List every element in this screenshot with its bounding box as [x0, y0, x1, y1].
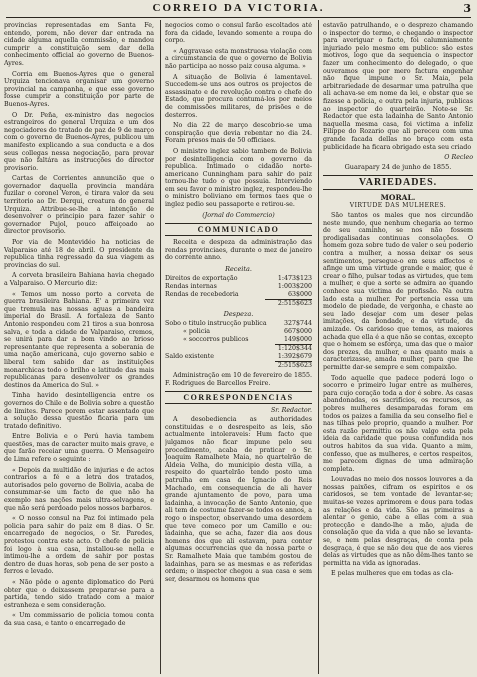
paragraph: No dia 22 de março descobrio-se uma conspiração que devia rebentar no dia 24. Foram presos mais de 50 officiaes. [165, 122, 312, 145]
paragraph: Receita e despeza da administração das rendas provinciaes, durante o mez de janeiro do corrente anno. [165, 239, 312, 262]
paragraph: Administração em 10 de fevereiro de 1855. F. Rodrigues de Barcellos Freire. [165, 372, 312, 387]
table-row: « soccorros publicos 149$000 [183, 336, 312, 344]
column-middle [165, 22, 312, 672]
paragraph: « Temos um nosso porto a corveta de guerra brasileira Bahiana. E' a primeira vez que tremula nas nossas aguas a bandeira imperial do Brasil. A fortaleza de Santo Antonio respondeu com 21 tiros a sua bonrosa salva, e toda a cidade de Valparaiso, cremos, se unirá para dar a bom vindo ao brioso representante que representa a soberania de uma nação americana, cujo governo sabio e liberal tem sabido dar as instituições monarchicas todo o brilho e latitude das mais republicanas para desenvolver os grandes destinos da America do Sul. » [4, 290, 154, 389]
total-row: 2:515$623 [165, 300, 312, 309]
paragraph: negocios como o consul farão escoltados até fora da cidade, levando somente a roupa do corpo. [165, 22, 312, 45]
article-subtitle: VIRTUDE DAS MULHERES. [349, 202, 447, 210]
table-row: Rendas de recebedoria 63$000 [165, 291, 312, 299]
paragraph: São tantos os males que nos circundão neste mundo, que nenhum chegaria ao termo de seu caminho, se nos não fossem prodigalisadas continuas consolações. O homem goza sobre tudo de valer o seu poderio contra a mulher, a nossa deixar os seus sentimentos, persegue-o em seus affectos e afinge um uma virtude grande e maior, que é crear o filho, pulsar todas as virtudes, que tem a mulher, e que a sorte se admira ao quando conhece sua victima de profissão. Na outra lado esta a mulher. Por pertencia essa um modelo de piedade, de vergonha, e chaste ao seu lado desejar com um deser pelas imitações, da bondade, e da virtude, da amizade. Os caridoso que temos, as maiores achada que ella é a que não se contas, excepto que o homem se esforça, uma das que o maior dos prezes, da mulher, e nas quanto mais a caracterizasse, amada mulher, para que lhe permitte dar-se sempre e sem compaixão. [323, 212, 473, 371]
paragraph: A desobediencia as authoridades constituidas e o desrespeito as leis, são actualmente intoleraveis: Hum facto que julgamos não ficar impune pelo seu procedimento, acaba de praticar o Sr. Joaquim Ramalhete Maia, no quartelrão de Aldeia Velha, do municipio desta villa, a respeito do quartelrão tendo posto uma patrulha em casa de Ignacio do Reis Machado, em consequencia de ali haver grande ajuntamento de povo, para uma ladainha, a invocação de Santo Antonio, que ali tem de costume fazer-se todos os annos, a rogo o inspector, observando uma desordem que teve comeco por um Camillo e ou: ladainha, que se acha, fazer dia aos dous homens dos que ali estavam, para conter algumas occurrencias que da nossa parte o Sr. Ramalhete Maia que também gostou de ladainhas, para se as mesmas e as referidas ordem; o inspector chegou a sua casa e sem ser, desarmou os homens que [165, 416, 312, 583]
table-row: Direitos de exportação 1:473$123 [165, 275, 312, 283]
column-left [4, 22, 154, 672]
receita-table [165, 275, 312, 308]
header-rule [6, 17, 471, 18]
signature: O Recleo [444, 154, 473, 162]
source-credit: (Jornal do Commercio) [202, 211, 275, 219]
table-row: « policia 667$000 [183, 328, 312, 336]
paragraph: O ministro inglez sabio tambem de Bolivia por desintelligencia com o governo da republica. Intimado o cidadão norte-americano Cunningham para sahir do paiz tornou-lhe tudo o que possuia. Interviendo em seu favor o ministro inglez, respondeu-lhe o ministro boliviano em termos taes que o inglez pedio seu passaporte e retirou-se. [165, 147, 312, 209]
paragraph: estavão patrulhando, e o desprezo chamando o inspector do termo, e chegando o inspector para averiguar o facto, foi calumniamente injuriado pelo mesmo em publico: são estes motivos, logo que da sequencia o inspector fazer um conhecimento do delegado, o que ouveramos que por mero factura engenhar não fique impune o Sr. Maia, pela arbitrariedade de desarmar uma patrulha que ali achava-se em nome da lei, e obstar que se fizesse a policia, e outra pela injuria, publicas ao inspector do quarteirão. Note-se Sr. Redactor que esta ladainha de Santo Antonio naquella mesma casa, foi victima a infeliz Filippe do Rozario que ali pereceu com uma grande facada dellas no braço com esta publicidade ha ficara obrigado esta seu criado [323, 22, 473, 151]
paragraph: Entre Bolivia e o Perú havia tambem questões, mas de caracter muito mais grave, e que farão receiar uma guerra. O Mensageiro de Lima refere o seguinte : [4, 433, 154, 464]
section-heading-correspondencias: CORRESPONDENCIAS [165, 391, 312, 404]
page-number: 3 [463, 2, 471, 15]
total-row: 2:515$623 [165, 362, 312, 371]
masthead [0, 2, 477, 16]
despeza-table [165, 320, 312, 370]
newspaper-title: CORREIO DA VICTORIA. [152, 2, 325, 14]
paragraph: E pelas mulheres que em todas as cla- [331, 570, 454, 578]
table-row: Saldo existente 1:392$679 [165, 353, 312, 361]
paragraph: Cartas de Corrientes annuncião que o governador daquella provincia mandára fuzilar o coronel Veron, e tirara valor da seu territorio ao Dr. Derqui, creatura do general Urquiza. Attribue-se-lhe a intenção de desenvolver o principio para fazer sahir o governador Pujol, pouco affeiçoado ao director provisorio. [4, 175, 154, 236]
paragraph: Todo aquelle que padece poderá logo o socorro e primeiro lugar entre as mulheres, para cujo coração toda a dor é sobre. As casas abandonadas, os sacrifícios, os recursos, as pobres mulheres desamparadas foram em todos os paizes a familia da seu conselho fiel e nas tilhas pelo proprio, quando a mulher. Por esta razão permittiu os não valgo esta pela ideia da caridade que pousa confundida nos outros habitos da sua vida. Quanto a mim, confesso, que as mulheres, e certos respeitos, me parecem dignas de uma admiração completa. [323, 374, 473, 473]
salutation: Sr. Redactor. [270, 407, 312, 415]
paragraph: Tinha havido desintelligencia entre os governos do Chile e de Bolivia sobre a questão de limites. Parece porem estar assentado que a solução dessa questão ficaria para um tratado definitivo. [4, 392, 154, 430]
paragraph: O Dr. Peña, ex-ministro das negocios estrangeiros do general Urquiza e um dos negociadores do tratado de paz de 9 de março com o governo de Buenos-Ayres, publicou um manifesto explicando a sua conducta e a dos seus collegas nessa negociação, para provar que não faltára as instrucções do director provisorio. [4, 111, 154, 172]
dateline: Guarapary 24 de junho de 1855. [344, 163, 452, 172]
paragraph: Corria em Buenos-Ayres que o general Urquiza tencionava organisar um governo provincial na campanha, e que esse governo fosse cumprir a constituição por parte de Buenos-Ayres. [4, 70, 154, 108]
paragraph: Por via de Montevidéo ha noticias de Valparaiso até 18 de abril. O presidente da republica tinha regressado da sua viagem as provincias do sul. [4, 239, 154, 269]
table-row: Sobo o titulo instrucção publica 327$744 [165, 320, 312, 328]
column-divider [318, 20, 319, 674]
column-right [323, 22, 473, 672]
section-heading-communicado: COMMUNICADO [165, 223, 312, 236]
paragraph: A corveta brasileira Bahiana havia chegado a Valparaiso. O Mercurio diz: [4, 272, 154, 287]
despeza-heading: Despeza. [223, 310, 254, 319]
paragraph: « Aggravase esta monstruosa violação com a circumstancia de que o governo de Bolivia não participa ao nosso paiz cousa alguma. » [165, 47, 312, 70]
paragraph: Louvadas no meio dos nossos louvores a da nossas paixões, cifram os espiritos e os caridosos, se tem vontade de levantar-se; muitas-se vezes aprimorem e dous para todas as relações e da vida. São as primeiras a alentar o genio, cabe a ellas com a sua protecção e dando-lhe a mão, ajuda de consolação que da vida a que não se levanta-se, e nem pelas desgraças, de conta pela desgraça, é que se não deu que de aos vieres delas as virtudes que as não dêm-lhes tanto se permitta na vida as ignoradas. [323, 476, 473, 567]
column-divider [160, 20, 161, 674]
paragraph: « Não pôde o agente diplomatico do Perú obter que o deixassem preparar-se para a partida, tendo sido tratado com a maior estranheza e sem consideração. [4, 578, 154, 609]
paragraph: « Depois da multidão de injurias e de actos contrarios a fé e a letra dos tratados, autorisados pelo governo de Bolivia, acaba de consummar-se um facto de que não ha exemplo nas nações mais ultra-selvagens, e que não será perdoado pelos nossos barbaros. [4, 466, 154, 512]
total-row: 1:120$344 [165, 345, 312, 354]
article-title: MORAL. [380, 193, 416, 203]
section-heading-variedades: VARIEDADES. [323, 175, 473, 190]
paragraph: provincias representadas em Santa Fe, entendo, porem, não dever dar entrada na cidade alguma aquella commissão, e mandou cumprir a constituição sem dar della conhecimento official ao governo de Buenos-Ayres. [4, 22, 154, 67]
receita-heading: Receita. [225, 265, 252, 274]
paragraph: A situação de Bolivia é lamentavel. Succedem-se uns aos outros os projectos de assassinato e de revolução contra o chefe do Estado, que procura contumá-los por meios de commissões militares, de prisões e de desterros. [165, 73, 312, 119]
paragraph: « O nosso consul na Paz foi intimado pela policia para sahir do paiz em 8 dias. O Sr. encarregado de negocios, o Sr. Paredes, protestou contra este acto. O chefe de policia foi logo à sua casa, installou-se nella e intimou-lhe a ordem de sahir por postas dentro de duas horas, sob pena de ser posto a ferros e levado. [4, 515, 154, 576]
paragraph: « Um commissario de policia tomou conta da sua casa, e tanto o encarregado de [4, 612, 154, 627]
table-row: Rendas internas 1:003$200 [165, 283, 312, 291]
